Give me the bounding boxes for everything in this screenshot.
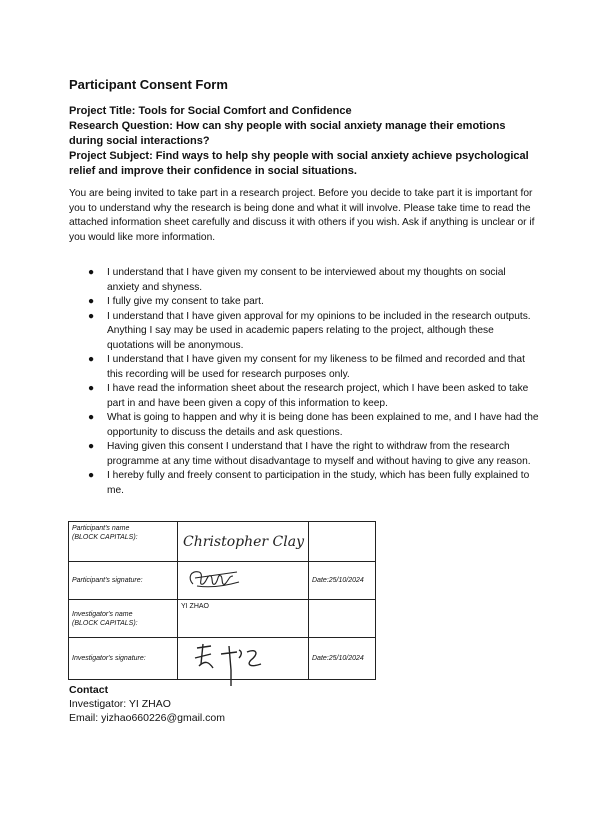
investigator-name-value: YI ZHAO [178, 600, 309, 638]
investigator-signature-cell[interactable] [178, 638, 309, 680]
project-subject: Project Subject: Find ways to help shy people with social anxiety achieve psychological relief and improve their confidence in social situations. [69, 150, 529, 177]
bullet-icon: ● [88, 354, 95, 365]
contact-heading: Contact [69, 684, 109, 696]
participant-name-cell[interactable] [178, 522, 309, 562]
participant-name-handwriting [181, 524, 305, 554]
investigator-signature-image [181, 640, 305, 674]
consent-statement: ● Having given this consent I understand that I have the right to withdraw from the research programme at any time without disadvantage to myself and without having to give any reason. [88, 441, 531, 467]
bullet-icon: ● [88, 470, 95, 481]
consent-statement: ● I fully give my consent to take part. [69, 295, 539, 310]
bullet-icon: ● [88, 296, 95, 307]
bullet-icon: ● [88, 441, 95, 452]
signature-table [68, 521, 376, 680]
project-details [69, 104, 539, 179]
bullet-icon: ● [88, 383, 95, 394]
intro-paragraph: You are being invited to take part in a research project. Before you decide to take part it is important for you to understand why the research is being done and what it will involve. Please take time to read the attached information sheet carefully and discuss it with others if you wish. Ask if anything is unclear or if you would like more information. [69, 188, 535, 243]
participant-signature-label: Participant's signature: [69, 562, 178, 600]
participant-signature-image [181, 564, 305, 594]
participant-name-value: Christopher Clay [183, 534, 304, 550]
form-title: Participant Consent Form [69, 77, 228, 92]
investigator-date: Date:25/10/2024 [309, 638, 376, 680]
bullet-icon: ● [88, 412, 95, 423]
investigator-name-extra-cell [309, 600, 376, 638]
bullet-icon: ● [88, 310, 95, 322]
participant-signature-cell[interactable] [178, 562, 309, 600]
investigator-name-label: Investigator's name (BLOCK CAPITALS): [69, 600, 178, 638]
consent-statement: ● I have read the information sheet about the research project, which I have been asked to take part in and have been given a copy of this information to keep. [88, 383, 529, 409]
participant-name-extra-cell [309, 522, 376, 562]
contact-section [69, 683, 225, 725]
consent-statement: ● I understand that I have given my consent to be interviewed about my thoughts on social anxiety and shyness. [88, 267, 506, 293]
research-question: Research Question: How can shy people with social anxiety manage their emotions during social interactions? [69, 120, 506, 147]
consent-statement: ● What is going to happen and why it is being done has been explained to me, and I have had the opportunity to discuss the details and ask questions. [88, 412, 539, 438]
investigator-signature-label: Investigator's signature: [69, 638, 178, 680]
participant-date: Date:25/10/2024 [309, 562, 376, 600]
project-title: Project Title: Tools for Social Comfort and Confidence [69, 105, 352, 117]
contact-investigator: Investigator: YI ZHAO [69, 698, 171, 710]
consent-statement: ● I hereby fully and freely consent to participation in the study, which has been fully explained to me. [88, 470, 530, 496]
participant-name-label: Participant's name (BLOCK CAPITALS): [69, 522, 178, 562]
bullet-icon: ● [88, 267, 95, 278]
consent-statement: ● I understand that I have given my consent for my likeness to be filmed and recorded and that this recording will be used for research purposes only. [88, 354, 525, 380]
contact-email[interactable]: Email: yizhao660226@gmail.com [69, 712, 225, 724]
consent-statements [69, 266, 539, 498]
consent-statement: ● I understand that I have given approval for my opinions to be included in the research outputs. Anything I say may be used in academic papers relating to the project, although these quotations will be anonymous. [88, 310, 531, 351]
